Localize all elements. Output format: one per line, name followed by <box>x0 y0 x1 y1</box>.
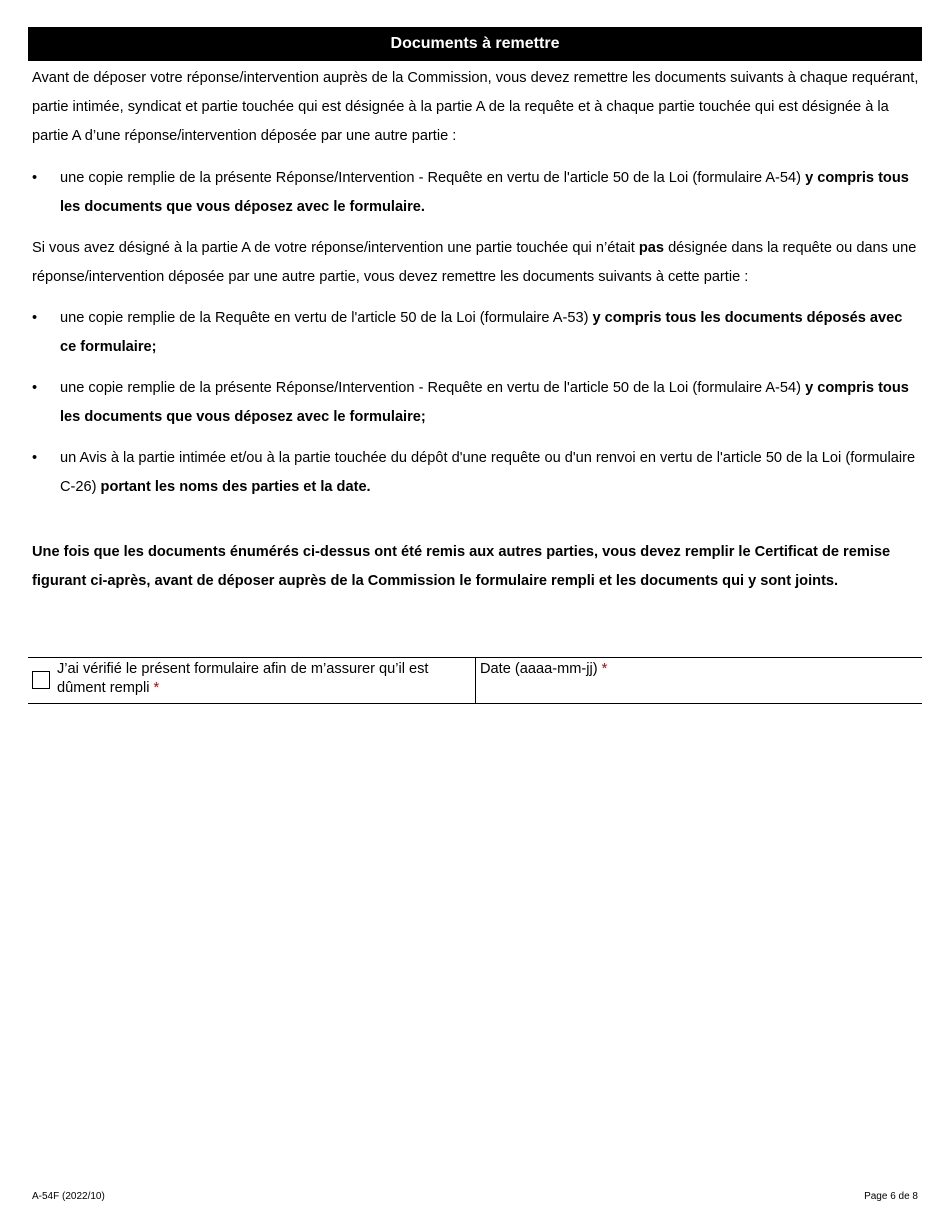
section-header <box>28 27 922 61</box>
page-number: Page 6 de 8 <box>864 1191 918 1202</box>
bullet-list-2 <box>32 304 920 514</box>
list-item-text: une copie remplie de la présente Réponse/Intervention - Requête en vertu de l'article 50 de la Loi (formulaire A-54) <box>60 170 806 186</box>
required-marker: * <box>601 661 608 677</box>
required-marker: * <box>153 680 160 696</box>
list-item-bold: portant les noms des parties et la date. <box>100 479 371 495</box>
paragraph-emphasis: pas <box>638 240 665 256</box>
list-item-bold: y compris tous les documents que vous déposez avec le formulaire. <box>60 170 909 215</box>
verification-cell <box>28 658 476 703</box>
section-title: Documents à remettre <box>390 35 560 52</box>
list-item <box>32 304 920 362</box>
list-item-text: une copie remplie de la Requête en vertu de l'article 50 de la Loi (formulaire A-53) <box>60 310 593 326</box>
list-item-text: un Avis à la partie intimée et/ou à la partie touchée du dépôt d'une requête ou d'un renvoi en vertu de l'article 50 de la Loi (formulaire C-26) <box>60 450 916 495</box>
intro-paragraph: Avant de déposer votre réponse/intervention auprès de la Commission, vous devez remettre les documents suivants à chaque requérant, partie intimée, syndicat et partie touchée qui est désignée à la partie A de la requête et à chaque partie touchée qui est désignée à la partie A d’une réponse/intervention déposée par une autre partie : <box>32 70 919 144</box>
list-item-bold: y compris tous les documents déposés avec ce formulaire; <box>60 310 903 355</box>
verification-checkbox[interactable] <box>32 671 50 689</box>
verification-table <box>28 657 922 704</box>
list-item <box>32 164 920 222</box>
affected-party-paragraph <box>32 234 920 292</box>
verification-label: J’ai vérifié le présent formulaire afin de m’assurer qu’il est dûment rempli * <box>57 661 429 696</box>
bullet-list-1 <box>32 164 920 222</box>
list-item <box>32 374 920 432</box>
list-item <box>32 444 920 502</box>
form-code: A-54F (2022/10) <box>32 1191 105 1202</box>
date-label: Date (aaaa-mm-jj) * <box>480 661 608 677</box>
paragraph-text-before: Si vous avez désigné à la partie A de votre réponse/intervention une partie touchée qui n’était <box>32 240 639 256</box>
final-note: Une fois que les documents énumérés ci-dessus ont été remis aux autres parties, vous devez remplir le Certificat de remise figurant ci-après, avant de déposer auprès de la Commission le formulaire rempli et les documents qui y sont joints. <box>32 544 891 589</box>
list-item-bold: y compris tous les documents que vous déposez avec le formulaire; <box>60 380 909 425</box>
date-field[interactable] <box>476 658 922 703</box>
list-item-text: une copie remplie de la présente Réponse/Intervention - Requête en vertu de l'article 50 de la Loi (formulaire A-54) <box>60 380 806 396</box>
paragraph-text-after: désignée dans la requête ou dans une réponse/intervention déposée par une autre partie, vous devez remettre les documents suivants à cette partie : <box>32 240 917 285</box>
